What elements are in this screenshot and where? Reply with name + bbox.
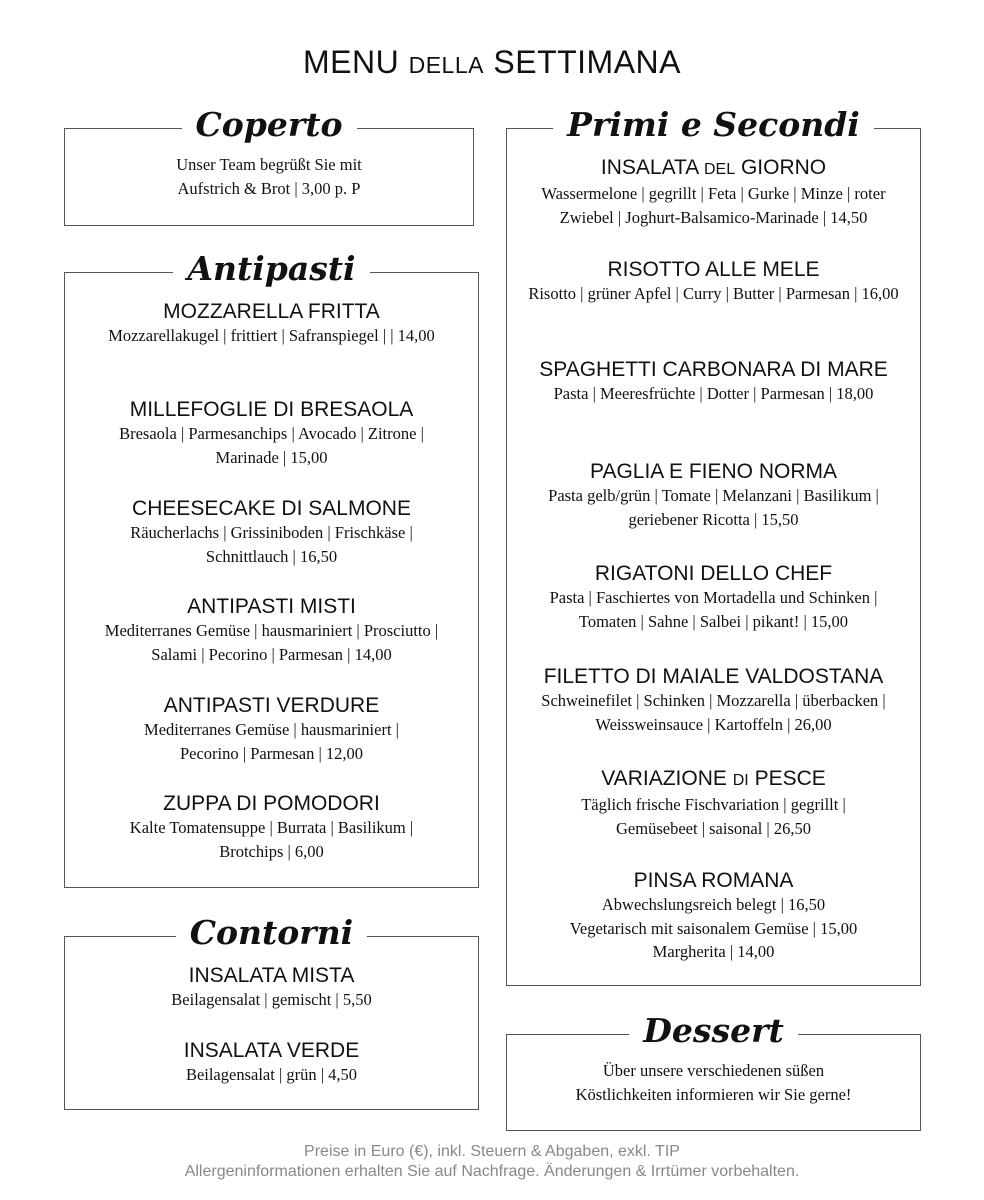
dish-name-part: VARIAZIONE xyxy=(601,767,727,790)
dish-description: Räucherlachs | Grissiniboden | Frischkäse | Schnittlauch | 16,50 xyxy=(130,523,413,566)
dish-insalata-mista xyxy=(65,963,478,1038)
dish-mozzarella-fritta xyxy=(65,299,478,397)
dish-antipasti-verdure xyxy=(65,693,478,791)
dish-name: INSALATA MISTA xyxy=(188,964,355,987)
dish-name-part: PESCE xyxy=(754,767,826,790)
dessert-line-1: Über unsere verschiedenen süßen xyxy=(602,1061,825,1080)
dish-name-part: DEL xyxy=(703,161,736,178)
dish-name xyxy=(507,155,920,182)
primi-e-secondi-heading: Primi e Secondi xyxy=(553,99,874,151)
dish-description: Pasta gelb/grün | Tomate | Melanzani | Basilikum | geriebener Ricotta | 15,50 xyxy=(548,486,879,529)
dish-description: Bresaola | Parmesanchips | Avocado | Zitrone | Marinade | 15,00 xyxy=(119,424,424,467)
primi-e-secondi-section xyxy=(506,105,921,986)
dish-variazione-di-pesce xyxy=(507,766,920,868)
dish-paglia-e-fieno-norma xyxy=(507,459,920,561)
dish-description: Mediterranes Gemüse | hausmariniert | Prosciutto | Salami | Pecorino | Parmesan | 14,00 xyxy=(104,621,439,664)
dish-name: MILLEFOGLIE DI BRESAOLA xyxy=(129,398,414,421)
dish-name: CHEESECAKE DI SALMONE xyxy=(132,497,411,520)
footer-note xyxy=(0,1142,984,1182)
dish-description: Täglich frische Fischvariation | gegrillt | Gemüsebeet | saisonal | 26,50 xyxy=(581,795,846,838)
dish-millefoglie-di-bresaola xyxy=(65,397,478,496)
dessert-section xyxy=(506,1011,921,1131)
dish-description: Pasta | Meeresfrüchte | Dotter | Parmesan | 18,00 xyxy=(553,384,874,403)
dish-insalata-del-giorno xyxy=(507,155,920,257)
dish-name: PINSA ROMANA xyxy=(633,869,794,892)
dish-name-part: INSALATA xyxy=(600,156,699,179)
dish-name: FILETTO DI MAIALE VALDOSTANA xyxy=(543,665,884,688)
coperto-heading: Coperto xyxy=(182,99,357,151)
dish-description: Pasta | Faschiertes von Mortadella und Schinken | Tomaten | Sahne | Salbei | pikant! | 15,00 xyxy=(549,588,878,631)
dish-name: ZUPPA DI POMODORI xyxy=(163,792,380,815)
dish-filetto-di-maiale-valdostana xyxy=(507,664,920,766)
dish-description-line: Abwechslungsreich belegt | 16,50 xyxy=(601,895,826,914)
dish-name-part: DI xyxy=(732,772,749,789)
dish-spaghetti-carbonara-di-mare xyxy=(507,357,920,459)
dish-description: Schweinefilet | Schinken | Mozzarella | überbacken | Weissweinsauce | Kartoffeln | 26,00 xyxy=(541,691,886,734)
dish-pinsa-romana xyxy=(507,868,920,964)
footer-line-1: Preise in Euro (€), inkl. Steuern & Abgaben, exkl. TIP xyxy=(304,1143,680,1160)
dish-name: PAGLIA E FIENO NORMA xyxy=(590,460,837,483)
dish-name xyxy=(507,766,920,793)
dish-description: Mozzarellakugel | frittiert | Safranspiegel | | 14,00 xyxy=(108,326,435,345)
dish-name: SPAGHETTI CARBONARA DI MARE xyxy=(539,358,888,381)
dish-zuppa-di-pomodori xyxy=(65,791,478,863)
antipasti-heading: Antipasti xyxy=(173,243,369,295)
dish-cheesecake-di-salmone xyxy=(65,496,478,594)
dessert-line-2: Köstlichkeiten informieren wir Sie gerne! xyxy=(575,1085,852,1104)
dish-risotto-alle-mele xyxy=(507,257,920,357)
menu-title-part-1: MENU xyxy=(303,44,400,80)
dish-description: Mediterranes Gemüse | hausmariniert | Pecorino | Parmesan | 12,00 xyxy=(144,720,399,763)
coperto-line-1: Unser Team begrüßt Sie mit xyxy=(176,155,362,174)
antipasti-section xyxy=(64,249,479,888)
dish-antipasti-misti xyxy=(65,594,478,693)
coperto-section xyxy=(64,105,474,226)
dish-name: INSALATA VERDE xyxy=(183,1039,360,1062)
dish-name: MOZZARELLA FRITTA xyxy=(163,300,380,323)
dessert-heading: Dessert xyxy=(629,1005,797,1057)
dish-description-line: Vegetarisch mit saisonalem Gemüse | 15,00 xyxy=(569,918,858,938)
footer-line-2: Allergeninformationen erhalten Sie auf Nachfrage. Änderungen & Irrtümer vorbehalten. xyxy=(184,1163,800,1180)
dish-name: RIGATONI DELLO CHEF xyxy=(594,562,833,585)
menu-title-part-2: DELLA xyxy=(408,52,484,78)
dish-description: Kalte Tomatensuppe | Burrata | Basilikum | Brotchips | 6,00 xyxy=(129,818,414,861)
dish-insalata-verde xyxy=(65,1038,478,1087)
dish-name-part: GIORNO xyxy=(740,156,827,179)
menu-title-part-3: SETTIMANA xyxy=(493,44,681,80)
contorni-section xyxy=(64,913,479,1110)
dish-description: Risotto | grüner Apfel | Curry | Butter | Parmesan | 16,00 xyxy=(528,284,899,303)
coperto-line-2: Aufstrich & Brot | 3,00 p. P xyxy=(177,179,361,198)
dish-description: Wassermelone | gegrillt | Feta | Gurke | Minze | roter Zwiebel | Joghurt-Balsamico-Marinade | 14,50 xyxy=(541,184,886,227)
dish-description-line: Margherita | 14,00 xyxy=(652,942,775,961)
dish-rigatoni-dello-chef xyxy=(507,561,920,664)
dish-description: Beilagensalat | gemischt | 5,50 xyxy=(171,990,372,1009)
dish-name: ANTIPASTI MISTI xyxy=(187,595,356,618)
contorni-heading: Contorni xyxy=(176,907,367,959)
dish-name: RISOTTO ALLE MELE xyxy=(607,258,820,281)
dish-name: ANTIPASTI VERDURE xyxy=(163,694,380,717)
dish-description: Beilagensalat | grün | 4,50 xyxy=(185,1065,358,1084)
menu-title xyxy=(0,44,984,81)
